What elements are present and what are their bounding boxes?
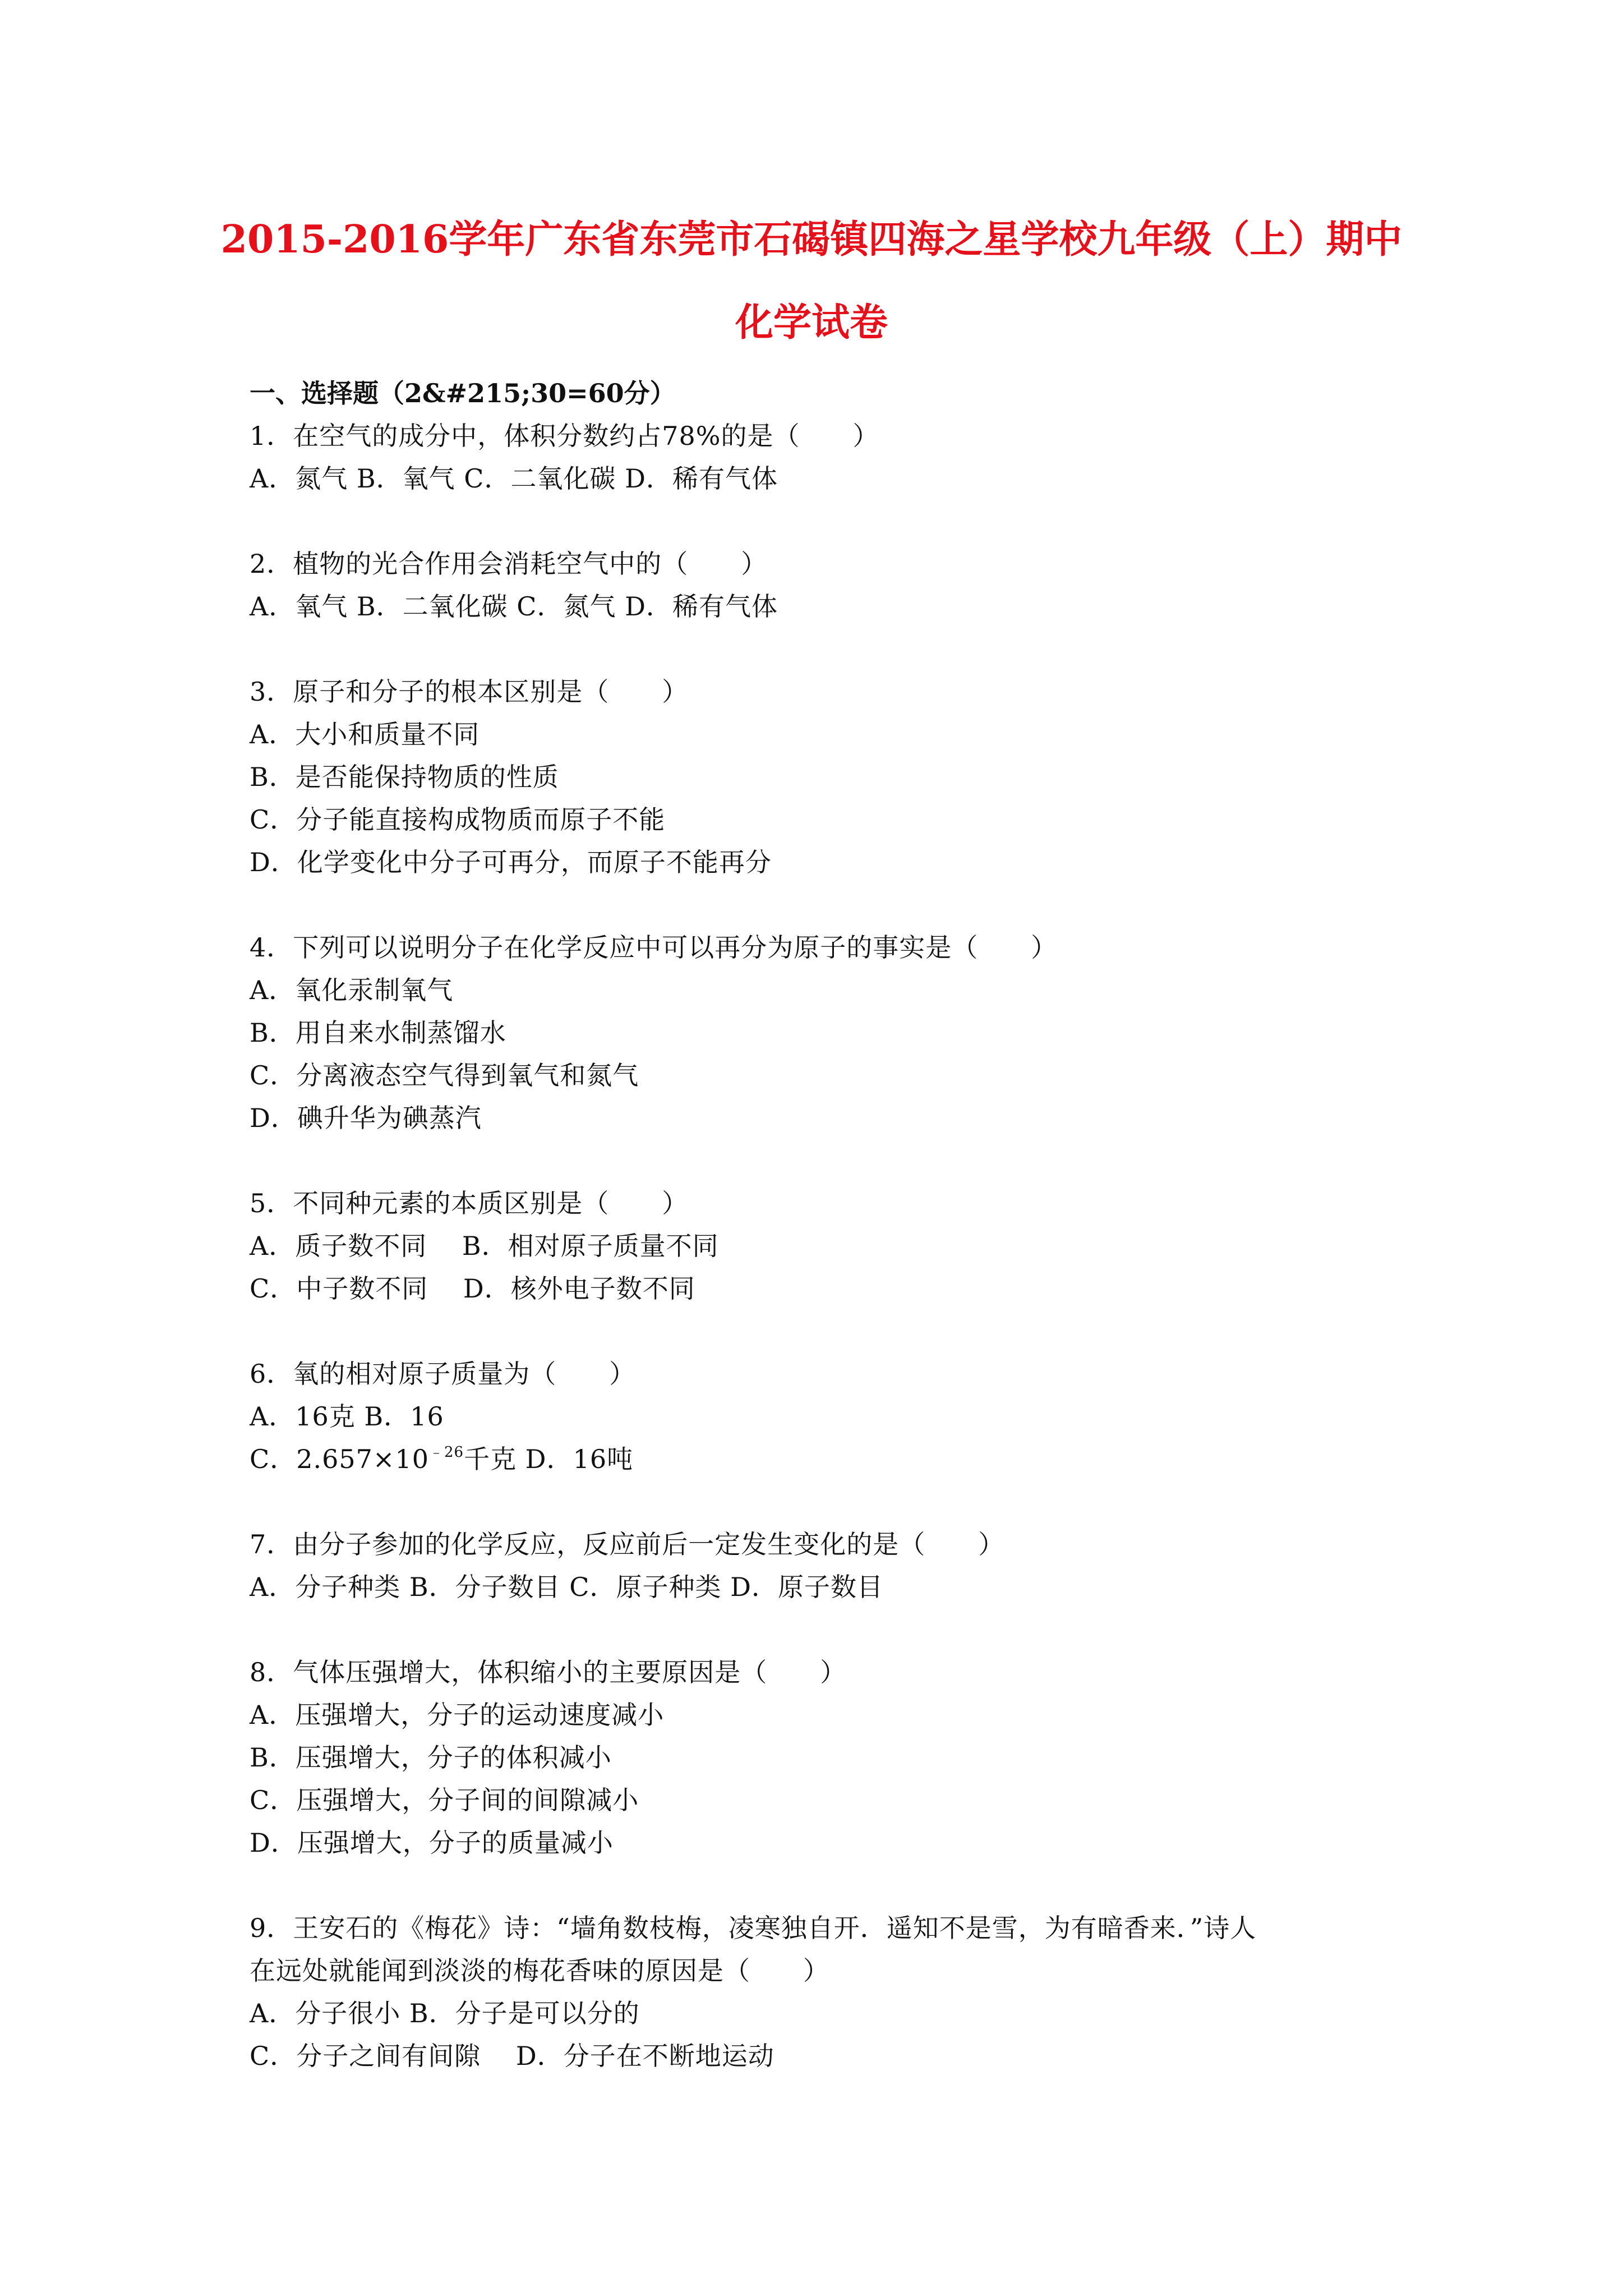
question-9-stem-line2: 在远处就能闻到淡淡的梅花香味的原因是（ ）: [250, 1955, 829, 1986]
question-4: [250, 926, 1416, 1139]
question-8-option-c: C．压强增大，分子间的间隙减小: [250, 1785, 639, 1815]
question-1-options: A．氮气 B．氧气 C．二氧化碳 D．稀有气体: [250, 463, 778, 494]
question-2-stem: 2．植物的光合作用会消耗空气中的（ ）: [250, 549, 768, 579]
question-5-options-ab: A．质子数不同 B．相对原子质量不同: [250, 1231, 719, 1261]
question-6-options-ab: A．16克 B．16: [250, 1401, 444, 1432]
question-3: [250, 670, 1416, 884]
question-6-options-cd: [250, 1438, 1416, 1480]
question-8-option-a: A．压强增大，分子的运动速度减小: [250, 1700, 665, 1730]
question-8-stem: 8．气体压强增大，体积缩小的主要原因是（ ）: [250, 1657, 847, 1687]
question-6-option-c-prefix: C．2.657×10: [250, 1444, 429, 1474]
question-8-option-b: B．压强增大，分子的体积减小: [250, 1742, 612, 1773]
question-4-stem: 4．下列可以说明分子在化学反应中可以再分为原子的事实是（ ）: [250, 932, 1058, 963]
question-9-options-ab: A．分子很小 B．分子是可以分的: [250, 1998, 640, 2028]
question-3-option-a: A．大小和质量不同: [250, 719, 480, 749]
question-9-options-cd: C．分子之间有间隙 D．分子在不断地运动: [250, 2041, 774, 2071]
question-7: [250, 1523, 1416, 1608]
exam-content: [250, 372, 1416, 2120]
question-4-option-a: A．氧化汞制氧气: [250, 975, 454, 1005]
question-8-option-d: D．压强增大，分子的质量减小: [250, 1828, 614, 1858]
question-4-option-d: D．碘升华为碘蒸汽: [250, 1103, 482, 1133]
question-4-option-c: C．分离液态空气得到氧气和氮气: [250, 1060, 639, 1091]
exam-title-line2: 化学试卷: [735, 300, 888, 345]
question-9: [250, 1907, 1416, 2077]
question-3-option-b: B．是否能保持物质的性质: [250, 762, 559, 792]
question-5-stem: 5．不同种元素的本质区别是（ ）: [250, 1188, 689, 1218]
question-4-option-b: B．用自来水制蒸馏水: [250, 1018, 506, 1048]
question-8: [250, 1651, 1416, 1864]
question-1-stem: 1．在空气的成分中，体积分数约占78%的是（ ）: [250, 421, 879, 451]
exam-title-line1: 2015-2016学年广东省东莞市石碣镇四海之星学校九年级（上）期中: [220, 217, 1403, 262]
question-3-stem: 3．原子和分子的根本区别是（ ）: [250, 677, 689, 707]
question-2-options: A．氧气 B．二氧化碳 C．氮气 D．稀有气体: [250, 591, 778, 622]
question-6-stem: 6．氧的相对原子质量为（ ）: [250, 1359, 636, 1389]
question-6-exponent: ﹣26: [428, 1444, 464, 1461]
question-7-options: A．分子种类 B．分子数目 C．原子种类 D．原子数目: [250, 1572, 883, 1602]
question-7-stem: 7．由分子参加的化学反应，反应前后一定发生变化的是（ ）: [250, 1529, 1005, 1559]
question-6: [250, 1352, 1416, 1480]
question-5: [250, 1182, 1416, 1310]
question-6-option-c-suffix: 千克 D．16吨: [464, 1444, 634, 1474]
question-2: [250, 542, 1416, 628]
question-3-option-c: C．分子能直接构成物质而原子不能: [250, 804, 666, 835]
question-5-options-cd: C．中子数不同 D．核外电子数不同: [250, 1273, 695, 1304]
question-3-option-d: D．化学变化中分子可再分，而原子不能再分: [250, 847, 772, 877]
question-1: [250, 415, 1416, 500]
section-heading: 一、选择题（2&#215;30=60分）: [250, 378, 676, 408]
question-9-stem-line1: 9．王安石的《梅花》诗：“墙角数枝梅，凌寒独自开．遥知不是雪，为有暗香来．”诗人: [250, 1913, 1257, 1943]
